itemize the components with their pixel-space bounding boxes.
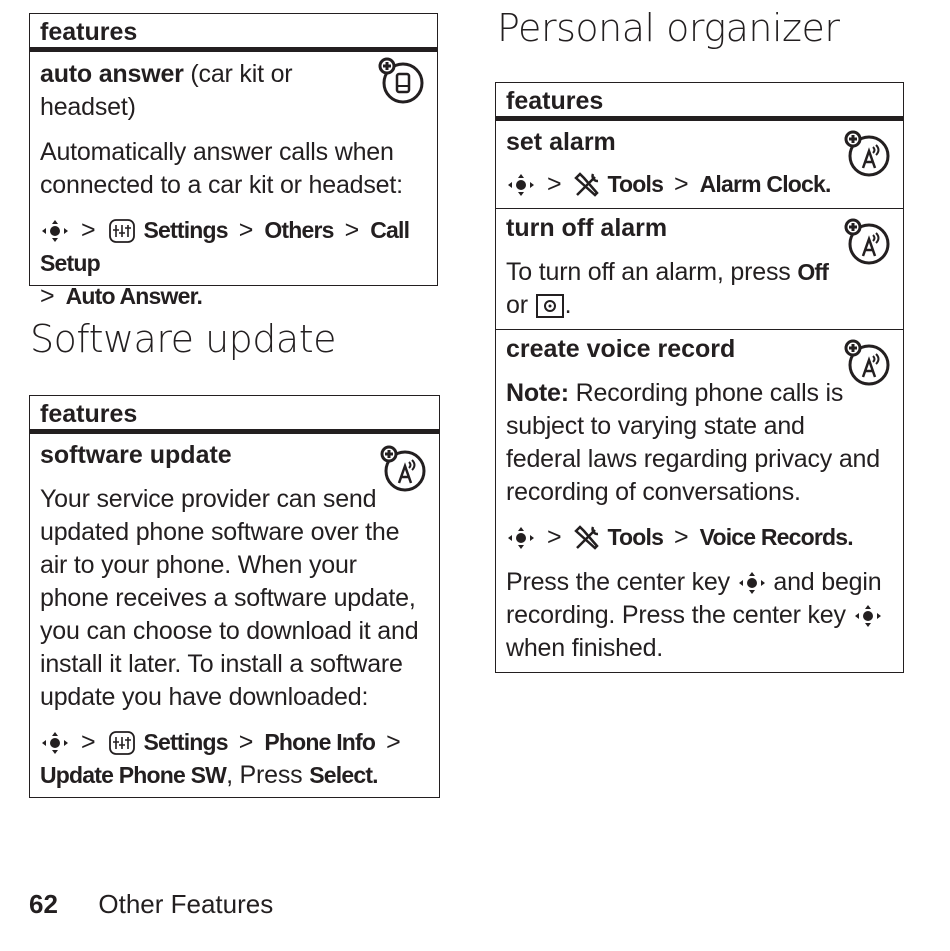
- software-update-table: [29, 395, 440, 798]
- center-nav-key-icon: [506, 526, 536, 550]
- software-update-title: software update: [40, 441, 232, 469]
- center-nav-key-icon: [40, 219, 70, 243]
- camera-key-icon: [535, 293, 565, 319]
- network-antenna-icon: [843, 338, 891, 386]
- settings-icon: [107, 729, 137, 757]
- voice-record-note: [506, 377, 886, 509]
- path-select: Select.: [309, 762, 378, 788]
- desc-text: when finished.: [506, 634, 664, 662]
- set-alarm-title: set alarm: [506, 128, 616, 156]
- path-tools: Tools: [607, 524, 664, 550]
- auto-answer-cell: [30, 52, 437, 321]
- network-antenna-icon: [843, 129, 891, 177]
- turn-off-alarm-title: turn off alarm: [506, 214, 668, 242]
- auto-answer-description: Automatically answer calls when connected to a car kit or headset:: [40, 138, 403, 199]
- path-others: Others: [264, 217, 334, 243]
- tools-icon: [573, 171, 601, 199]
- turn-off-alarm-cell: [496, 208, 903, 329]
- settings-icon: [107, 217, 137, 245]
- network-antenna-icon: [379, 444, 427, 492]
- path-voice-records: Voice Records.: [699, 524, 853, 550]
- center-nav-key-icon: [853, 604, 883, 628]
- path-phone-info: Phone Info: [264, 729, 376, 755]
- create-voice-record-title: create voice record: [506, 335, 736, 363]
- desc-text: and begin recording. Press the center key: [506, 568, 882, 629]
- desc-text: Press the center key: [506, 568, 737, 596]
- auto-answer-title-line: [40, 58, 370, 124]
- path-sep: >: [344, 216, 360, 244]
- voice-record-menu-path: > Tools > Voice Records.: [506, 521, 893, 554]
- path-sep: >: [386, 728, 401, 756]
- page-footer: [29, 889, 273, 920]
- center-nav-key-icon: [40, 731, 70, 755]
- auto-answer-menu-path: > Settings > Others > Call Setup > Auto Answer.: [40, 216, 410, 310]
- center-nav-key-icon: [506, 173, 536, 197]
- turn-off-alarm-description: [506, 256, 836, 322]
- page-number: 62: [29, 889, 58, 919]
- path-sep: >: [40, 282, 55, 310]
- center-nav-key-icon: [737, 571, 767, 595]
- section-title-personal-organizer: Personal organizer: [497, 6, 840, 50]
- footer-section: Other Features: [98, 889, 274, 919]
- path-sep: >: [238, 216, 254, 244]
- path-tools: Tools: [607, 171, 664, 197]
- personal-organizer-table: [495, 82, 904, 673]
- path-sep: >: [238, 728, 254, 756]
- auto-answer-table: [29, 13, 438, 310]
- path-call-setup: Call Setup: [40, 217, 410, 276]
- software-update-description: Your service provider can send updated phone software over the air to your phone. When your phone receives a software update, you can choose to download it and install it later. To install a software update you have downloaded:: [40, 485, 419, 711]
- path-settings: Settings: [143, 217, 228, 243]
- note-text: Recording phone calls is subject to varying state and federal laws regarding privacy and recording of conversations.: [506, 379, 880, 506]
- network-carkit-icon: [377, 56, 425, 104]
- path-sep: >: [674, 523, 689, 551]
- desc-text: or: [506, 291, 528, 319]
- network-antenna-icon: [843, 217, 891, 265]
- software-update-cell: [30, 434, 439, 800]
- desc-text: To turn off an alarm, press: [506, 258, 798, 286]
- path-alarm-clock: Alarm Clock.: [699, 171, 831, 197]
- path-sep: >: [674, 170, 689, 198]
- auto-answer-title-suffix: (car kit or headset): [40, 60, 293, 121]
- voice-record-instructions: [506, 566, 891, 665]
- create-voice-record-cell: [496, 329, 903, 673]
- table-header: features: [496, 83, 903, 121]
- software-update-menu-path: > Settings > Phone Info > Update Phone SW, Press Select.: [40, 728, 401, 789]
- set-alarm-menu-path: > Tools > Alarm Clock.: [506, 168, 893, 201]
- path-settings: Settings: [143, 729, 228, 755]
- auto-answer-title: auto answer: [40, 60, 184, 88]
- set-alarm-cell: [496, 121, 903, 208]
- path-update-phone-sw: Update Phone SW: [40, 762, 227, 788]
- off-key-label: Off: [797, 259, 829, 285]
- table-header: features: [30, 396, 439, 434]
- path-auto-answer: Auto Answer.: [65, 283, 203, 309]
- note-label: Note:: [506, 379, 569, 407]
- desc-text: .: [564, 291, 572, 319]
- tools-icon: [573, 524, 601, 552]
- table-header: features: [30, 14, 437, 52]
- path-press: , Press: [226, 761, 310, 789]
- section-title-software-update: Software update: [30, 317, 336, 361]
